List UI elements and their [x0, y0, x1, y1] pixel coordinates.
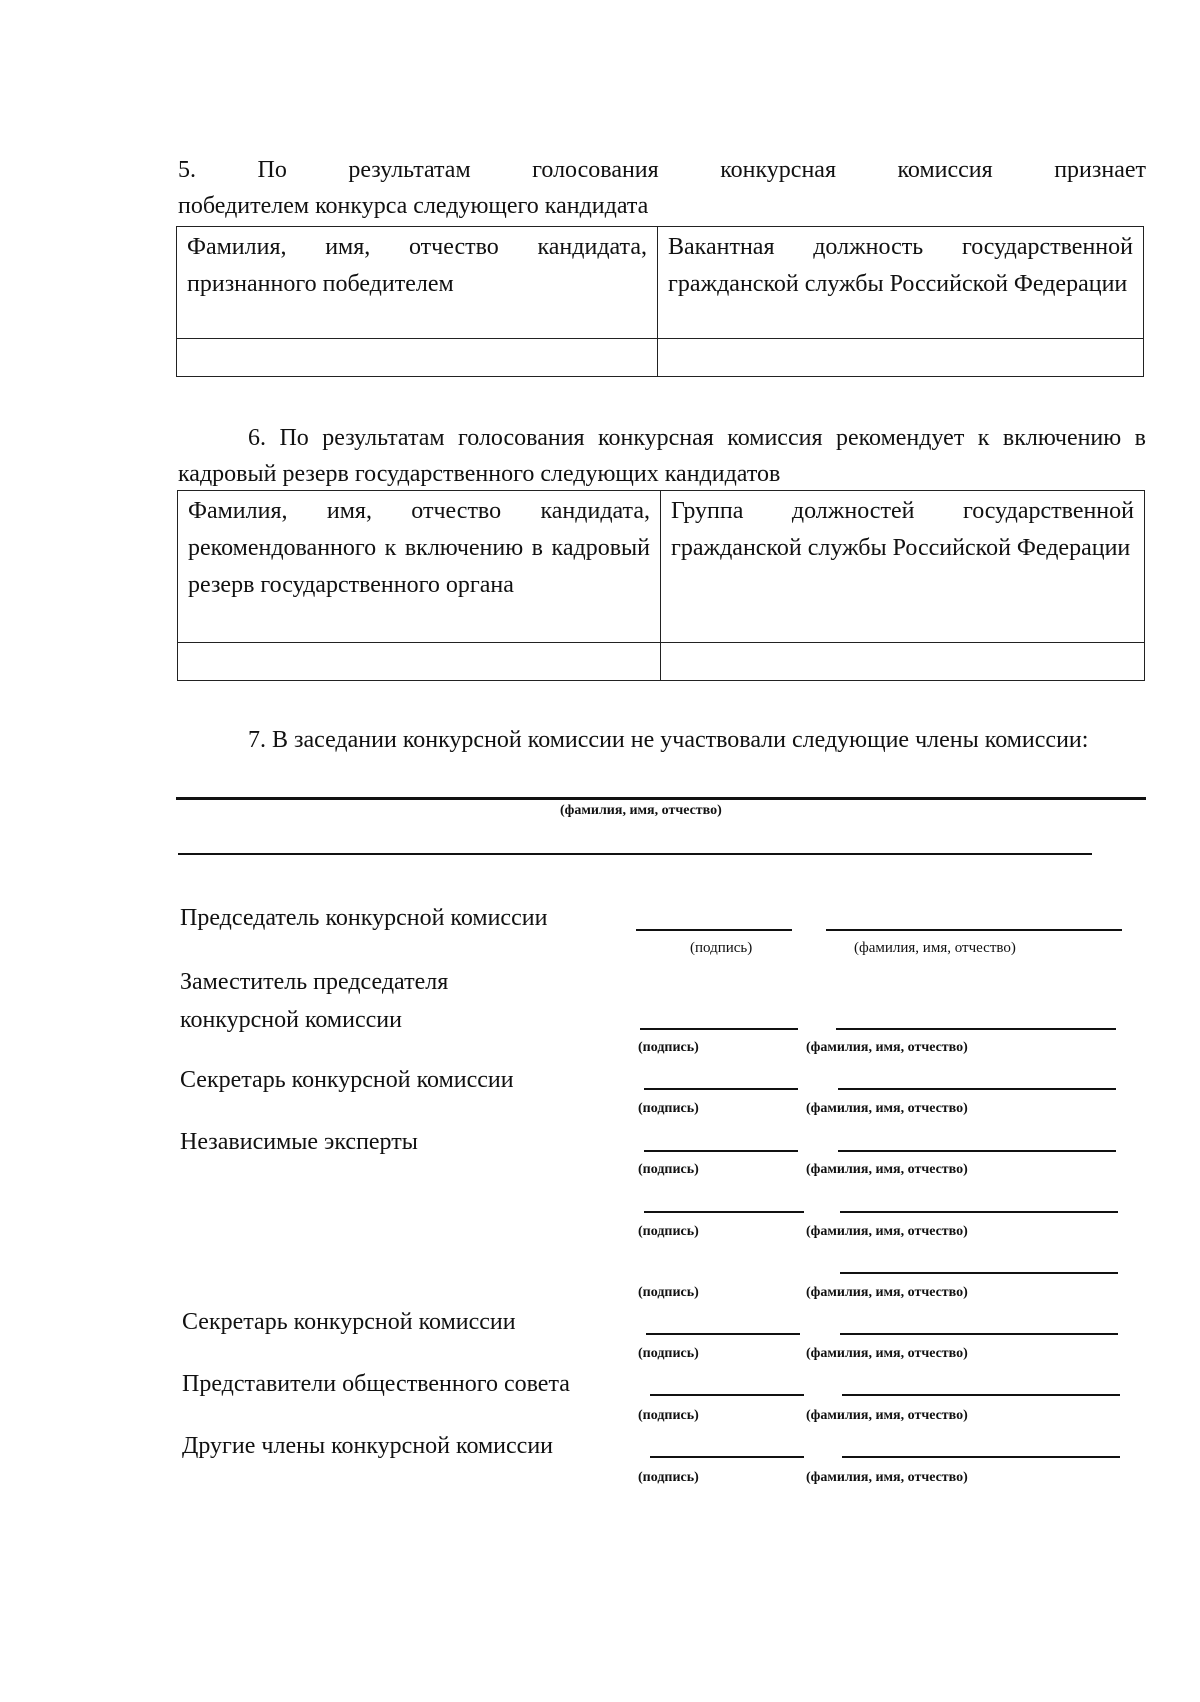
other-members-label: Другие члены конкурсной комиссии	[182, 1433, 554, 1459]
section5-text-line1: 5. По результатам голосования конкурсная комиссия признает	[178, 157, 1146, 183]
deputy-label-line2: конкурсной комиссии	[180, 1007, 402, 1033]
secretary2-name-caption: (фамилия, имя, отчество)	[806, 1346, 968, 1361]
experts-label: Независимые эксперты	[180, 1129, 418, 1155]
public-council-signature-line[interactable]	[650, 1394, 804, 1396]
secretary-name-caption: (фамилия, имя, отчество)	[806, 1101, 968, 1116]
winner-table-header-position: Вакантная должность государственной гражданской службы Российской Федерации	[658, 227, 1144, 339]
secretary-signature-line[interactable]	[644, 1088, 798, 1090]
secretary2-signature-caption: (подпись)	[638, 1346, 699, 1361]
absent-members-line-2[interactable]	[178, 853, 1092, 855]
deputy-label-line1: Заместитель председателя	[180, 969, 449, 995]
section5-text-line2: победителем конкурса следующего кандидата	[178, 193, 649, 219]
expert1-name-caption: (фамилия, имя, отчество)	[806, 1162, 968, 1177]
chairman-signature-line[interactable]	[636, 929, 792, 931]
reserve-table	[177, 490, 1145, 681]
reserve-table-header-group: Группа должностей государственной гражданской службы Российской Федерации	[661, 491, 1145, 643]
absent-members-caption: (фамилия, имя, отчество)	[560, 803, 722, 818]
absent-members-line-1[interactable]	[176, 797, 1146, 800]
chairman-signature-caption: (подпись)	[690, 940, 753, 956]
chairman-label: Председатель конкурсной комиссии	[180, 905, 548, 931]
reserve-table-cell-group[interactable]	[661, 643, 1145, 681]
deputy-name-line[interactable]	[836, 1028, 1116, 1030]
expert2-name-line[interactable]	[840, 1211, 1118, 1213]
deputy-signature-line[interactable]	[640, 1028, 798, 1030]
deputy-signature-caption: (подпись)	[638, 1040, 699, 1055]
winner-table-header-name: Фамилия, имя, отчество кандидата, признанного победителем	[177, 227, 658, 339]
winner-table-cell-position[interactable]	[658, 339, 1144, 377]
public-council-name-line[interactable]	[842, 1394, 1120, 1396]
chairman-name-caption: (фамилия, имя, отчество)	[854, 940, 1016, 956]
other-members-signature-line[interactable]	[650, 1456, 804, 1458]
expert1-signature-caption: (подпись)	[638, 1162, 699, 1177]
public-council-signature-caption: (подпись)	[638, 1408, 699, 1423]
expert1-name-line[interactable]	[838, 1150, 1116, 1152]
other-members-name-caption: (фамилия, имя, отчество)	[806, 1470, 968, 1485]
expert3-name-line[interactable]	[840, 1272, 1118, 1274]
secretary-name-line[interactable]	[838, 1088, 1116, 1090]
secretary-label: Секретарь конкурсной комиссии	[180, 1067, 514, 1093]
expert2-name-caption: (фамилия, имя, отчество)	[806, 1224, 968, 1239]
secretary2-name-line[interactable]	[840, 1333, 1118, 1335]
public-council-name-caption: (фамилия, имя, отчество)	[806, 1408, 968, 1423]
chairman-name-line[interactable]	[826, 929, 1122, 931]
section6-text: 6. По результатам голосования конкурсная комиссия рекомендует к включению в кадровый резерв государственного следующих кандидатов	[178, 425, 1146, 487]
expert1-signature-line[interactable]	[644, 1150, 798, 1152]
other-members-signature-caption: (подпись)	[638, 1470, 699, 1485]
expert2-signature-caption: (подпись)	[638, 1224, 699, 1239]
public-council-label: Представители общественного совета	[182, 1371, 570, 1397]
other-members-name-line[interactable]	[842, 1456, 1120, 1458]
secretary-signature-caption: (подпись)	[638, 1101, 699, 1116]
secretary2-signature-line[interactable]	[646, 1333, 800, 1335]
expert3-signature-caption: (подпись)	[638, 1285, 699, 1300]
reserve-table-cell-name[interactable]	[178, 643, 661, 681]
winner-table-cell-name[interactable]	[177, 339, 658, 377]
section7-text: 7. В заседании конкурсной комиссии не участвовали следующие члены комиссии:	[248, 727, 1089, 753]
expert3-name-caption: (фамилия, имя, отчество)	[806, 1285, 968, 1300]
winner-table	[176, 226, 1144, 377]
expert2-signature-line[interactable]	[644, 1211, 804, 1213]
deputy-name-caption: (фамилия, имя, отчество)	[806, 1040, 968, 1055]
reserve-table-header-name: Фамилия, имя, отчество кандидата, рекомендованного к включению в кадровый резерв государственного органа	[178, 491, 661, 643]
secretary2-label: Секретарь конкурсной комиссии	[182, 1309, 516, 1335]
